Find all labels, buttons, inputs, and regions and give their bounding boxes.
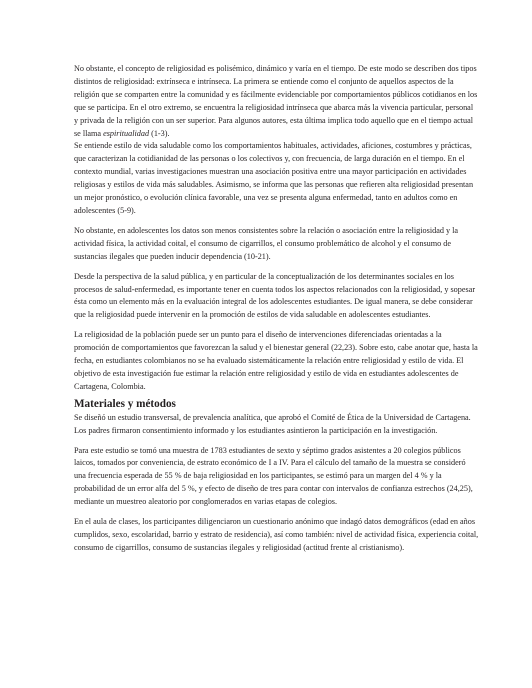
paragraph-questionnaire: En el aula de clases, los participantes diligenciaron un cuestionario anónimo que indagó datos demográficos (edad en años cumplidos, sexo, escolaridad, barrio y estrato de residencia), así como también: nivel de actividad física, experiencia coital, consumo de cigarrillos, consumo de sustancias ilegales y religiosidad (actitud frente al cristianismo). — [74, 517, 479, 552]
italic-term: espiritualidad — [103, 128, 150, 138]
paragraph-healthy-lifestyle: Se entiende estilo de vida saludable como los comportamientos habituales, actividades, aficiones, costumbres y prácticas, que caracterizan la cotidianidad de las personas o los colectivos y, con frecuencia, de larga duración en el tiempo. En el contexto mundial, varias investigaciones muestran una asociación positiva entre una mayor participación en actividades religiosas y estilos de vida más saludables. Asimismo, se informa que las personas que refieren alta religiosidad presentan un mejor pronóstico, o evolución clínica favorable, una vez se presenta alguna enfermedad, tanto en adultos como en adolescentes (5-9). — [74, 141, 474, 215]
paragraph-study-design: Se diseñó un estudio transversal, de prevalencia analítica, que aprobó el Comité de Ética de la Universidad de Cartagena. Los padres firmaron consentimiento informado y los estudiantes asintieron la participación en la investigación. — [74, 412, 471, 435]
paragraph-objective: La religiosidad de la población puede ser un punto para el diseño de intervenciones diferenciadas orientadas a la promoción de comportamientos que favorezcan la salud y el bienestar general (22,23). Sobre esto, cabe anotar que, hasta la fecha, en estudiantes colombianos no se ha evaluado sistemáticamente la relación entre religiosidad y estilo de vida. El objetivo de esta investigación fue estimar la relación entre religiosidad y estilo de vida en estudiantes adolescentes de Cartagena, Colombia. — [74, 330, 478, 391]
section-heading-methods: Materiales y métodos — [74, 397, 176, 410]
paragraph-adolescents-data: No obstante, en adolescentes los datos son menos consistentes sobre la relación o asociación entre la religiosidad y la actividad física, la actividad coital, el consumo de cigarrillos, el consumo problemático de alcohol y el consumo de sustancias ilegales que pueden inducir dependencia (10-21). — [74, 225, 459, 261]
paragraph-public-health: Desde la perspectiva de la salud pública, y en particular de la conceptualización de los determinantes sociales en los procesos de salud-enfermedad, es importante tener en cuenta todos los aspectos relacionados con la religiosidad, y sopesar ésta como un elemento más en la evaluación integral de los adolescentes estudiantes. De igual manera, se debe considerar que la religiosidad puede intervenir en la promoción de estilos de vida saludable en adolescentes estudiantes. — [74, 271, 476, 320]
paragraph-religiosity-concept — [74, 63, 479, 140]
paragraph-sample: Para este estudio se tomó una muestra de 1783 estudiantes de sexto y séptimo grados asistentes a 20 colegios públicos laicos, tomados por conveniencia, de estrato económico de I a IV. Para el cálculo del tamaño de la muestra se consideró una frecuencia esperada de 55 % de baja religiosidad en los participantes, se estimó para un margen del 4 % y la probabilidad de un error alfa del 5 %, y efecto de diseño de tres para contar con intervalos de confianza estrechos (24,25), mediante un muestreo aleatorio por conglomerados en varias etapas de colegios. — [74, 445, 473, 507]
paragraph-text: No obstante, el concepto de religiosidad es polisémico, dinámico y varía en el tiempo. De este modo se describen dos tipos distintos de religiosidad: extrínseca e intrínseca. La primera se entiende como el conjunto de aquellos aspectos de la religión que se comparten entre la comunidad y es fácilmente evidenciable por comportamientos públicos cotidianos en los que se participa. En el otro extremo, se encuentra la religiosidad intrínseca que abarca más la vivencia particular, personal y privada de la religión con un ser superior. Para algunos autores, esta última implica todo aquello que en el tiempo actual se llama — [74, 64, 478, 138]
citation: (1-3). — [149, 128, 170, 138]
